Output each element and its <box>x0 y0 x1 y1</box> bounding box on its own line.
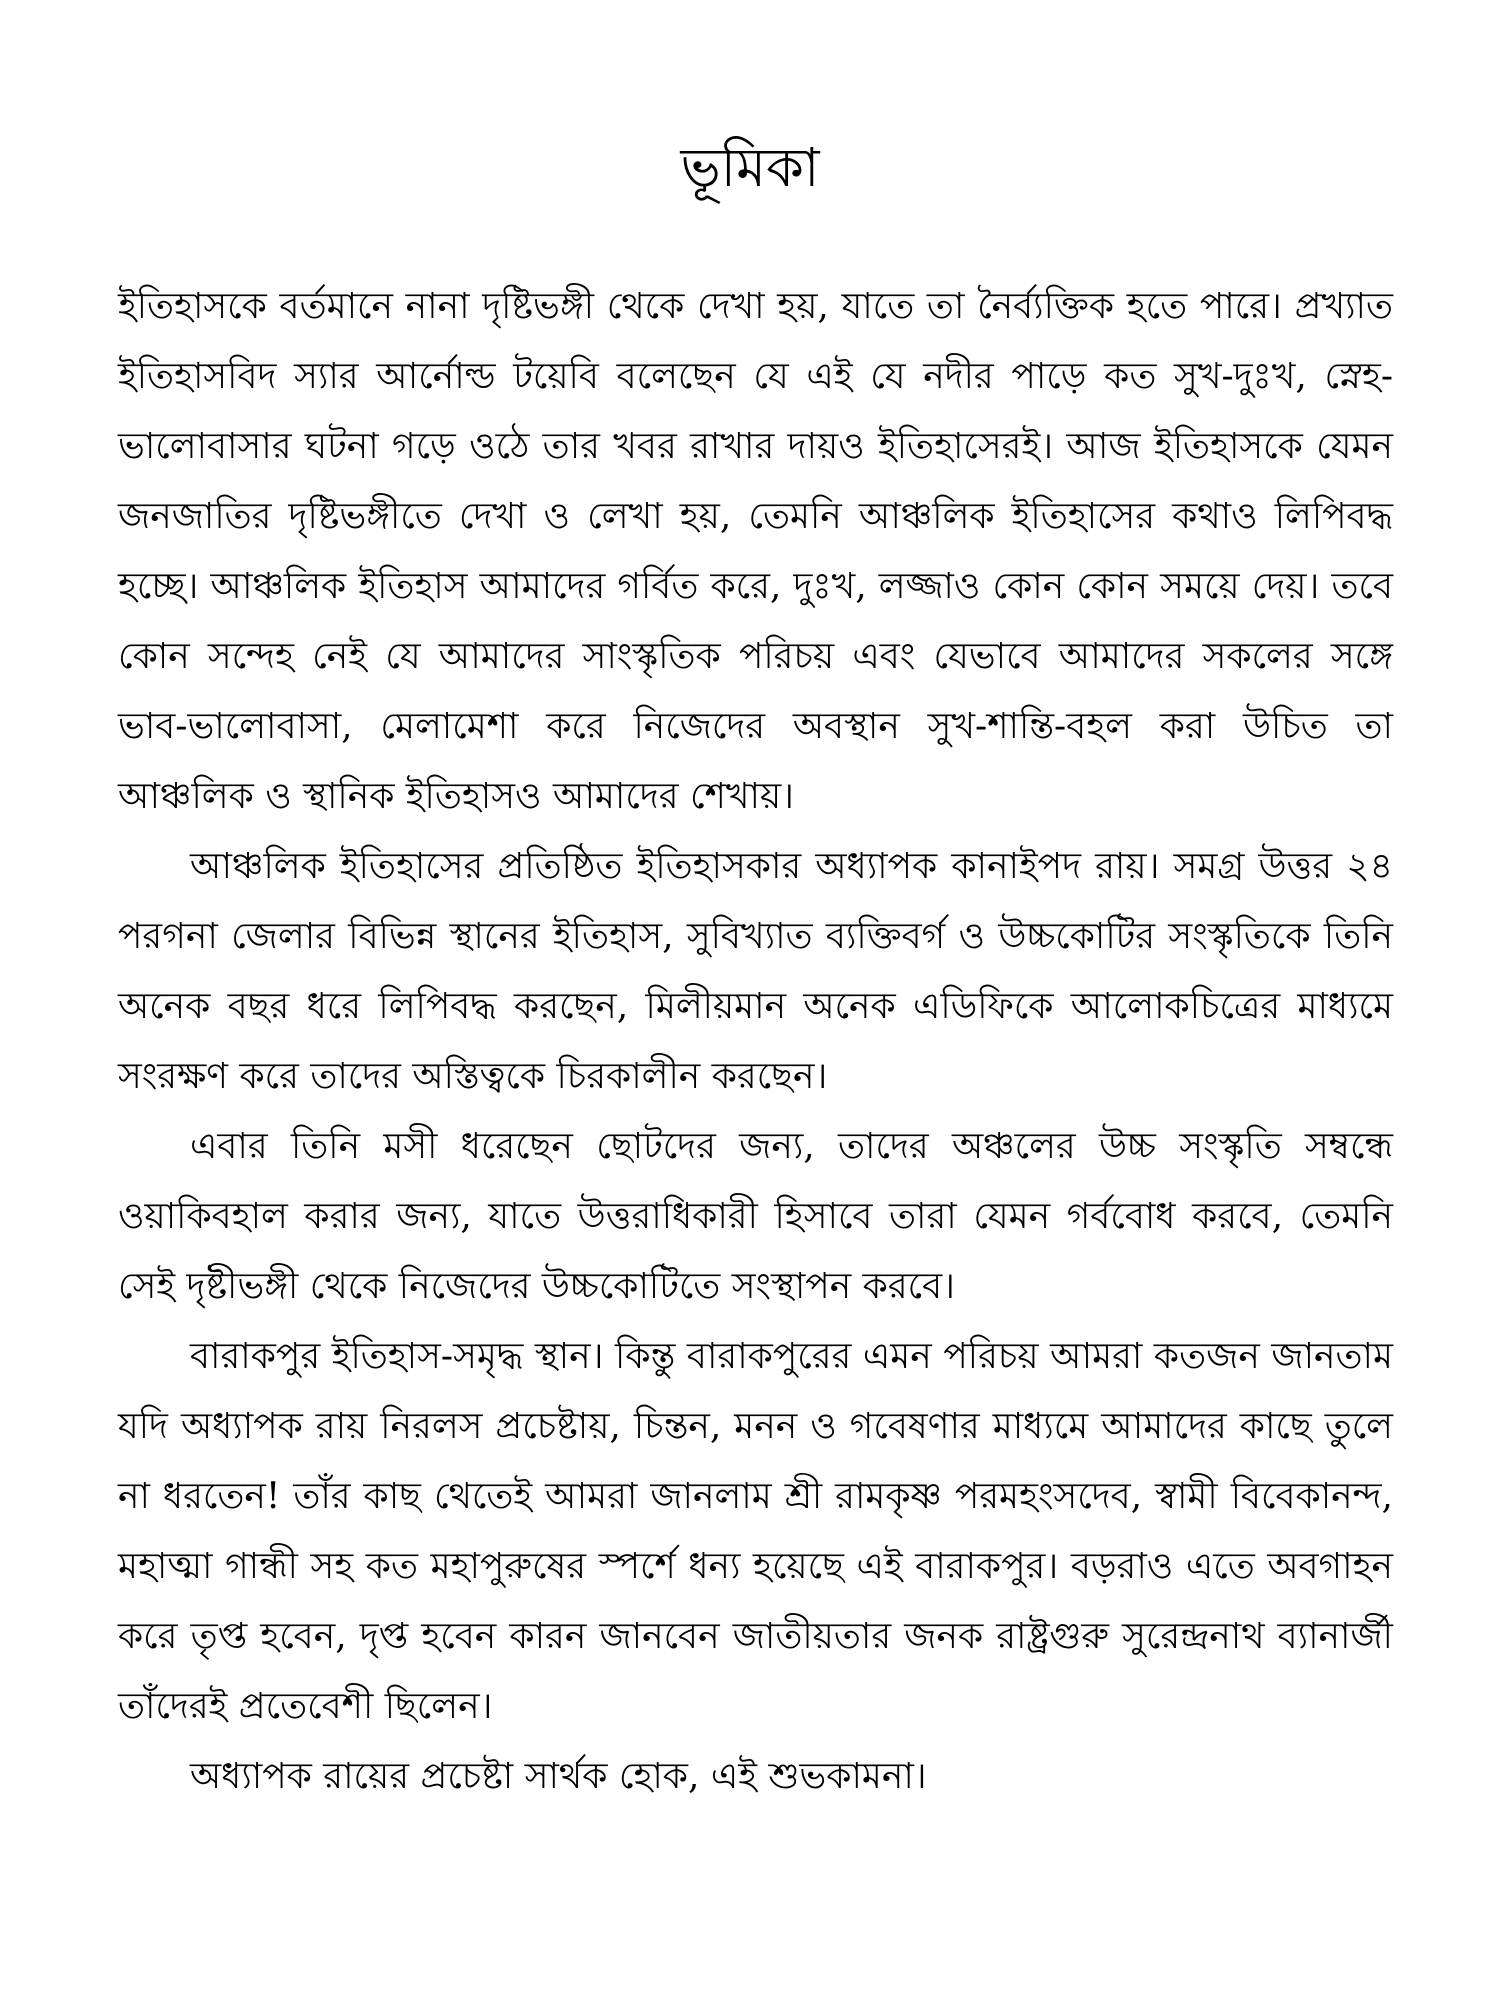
paragraph-2: আঞ্চলিক ইতিহাসের প্রতিষ্ঠিত ইতিহাসকার অধ্যাপক কানাইপদ রায়। সমগ্র উত্তর ২৪ পরগনা জেলার বিভিন্ন স্থানের ইতিহাস, সুবিখ্যাত ব্যক্তিবর্গ ও উচ্চকোটির সংস্কৃতিকে তিনি অনেক বছর ধরে লিপিবদ্ধ করছেন, মিলীয়মান অনেক এডিফিকে আলোকচিত্রের মাধ্যমে সংরক্ষণ করে তাদের অস্তিত্বকে চিরকালীন করছেন। <box>118 846 1393 1097</box>
paragraph-3: এবার তিনি মসী ধরেছেন ছোটদের জন্য, তাদের অঞ্চলের উচ্চ সংস্কৃতি সম্বন্ধে ওয়াকিবহাল করার জন্য, যাতে উত্তরাধিকারী হিসাবে তারা যেমন গর্ববোধ করবে, তেমনি সেই দৃষ্টীভঙ্গী থেকে নিজেদের উচ্চকোটিতে সংস্থাপন করবে। <box>118 1126 1393 1307</box>
document-body <box>118 272 1393 1812</box>
page-title: ভূমিকা <box>680 136 820 199</box>
paragraph-4: বারাকপুর ইতিহাস-সমৃদ্ধ স্থান। কিন্তু বারাকপুরের এমন পরিচয় আমরা কতজন জানতাম যদি অধ্যাপক রায় নিরলস প্রচেষ্টায়, চিন্তন, মনন ও গবেষণার মাধ্যমে আমাদের কাছে তুলে না ধরতেন! তাঁর কাছ থেতেই আমরা জানলাম শ্রী রামকৃষ্ণ পরমহংসদেব, স্বামী বিবেকানন্দ, মহাত্মা গান্ধী সহ কত মহাপুরুষের স্পর্শে ধন্য হয়েছে এই বারাকপুর। বড়রাও এতে অবগাহন করে তৃপ্ত হবেন, দৃপ্ত হবেন কারন জানবেন জাতীয়তার জনক রাষ্ট্রগুরু সুরেন্দ্রনাথ ব্যানার্জী তাঁদেরই প্রতেবেশী ছিলেন। <box>118 1336 1393 1727</box>
paragraph-1: ইতিহাসকে বর্তমানে নানা দৃষ্টিভঙ্গী থেকে দেখা হয়, যাতে তা নৈর্ব্যক্তিক হতে পারে। প্রখ্যাত ইতিহাসবিদ স্যার আর্নোল্ড টয়েবি বলেছেন যে এই যে নদীর পাড়ে কত সুখ-দুঃখ, স্নেহ-ভালোবাসার ঘটনা গড়ে ওঠে তার খবর রাখার দায়ও ইতিহাসেরই। আজ ইতিহাসকে যেমন জনজাতির দৃষ্টিভঙ্গীতে দেখা ও লেখা হয়, তেমনি আঞ্চলিক ইতিহাসের কথাও লিপিবদ্ধ হচ্ছে। আঞ্চলিক ইতিহাস আমাদের গর্বিত করে, দুঃখ, লজ্জাও কোন কোন সময়ে দেয়। তবে কোন সন্দেহ নেই যে আমাদের সাংস্কৃতিক পরিচয় এবং যেভাবে আমাদের সকলের সঙ্গে ভাব-ভালোবাসা, মেলামেশা করে নিজেদের অবস্থান সুখ-শান্তি-বহল করা উচিত তা আঞ্চলিক ও স্থানিক ইতিহাসও আমাদের শেখায়। <box>118 286 1393 817</box>
paragraph-5: অধ্যাপক রায়ের প্রচেষ্টা সার্থক হোক, এই শুভকামনা। <box>190 1756 927 1797</box>
